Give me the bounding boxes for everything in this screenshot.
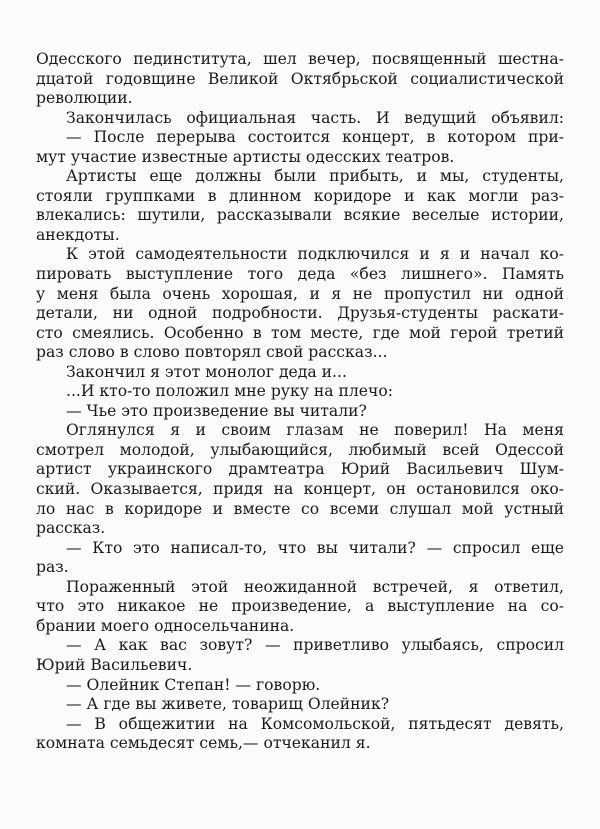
text-line: Пораженный этой неожиданной встречей, я ответил, — [66, 577, 564, 596]
text-line: — Кто это написал-то, что вы читали? — спросил еще — [66, 538, 564, 557]
text-line: что это никакое не произведение, а выступление на со- — [36, 597, 564, 616]
text-line: ский. Оказывается, придя на концерт, он остановился око- — [36, 480, 564, 499]
text-line: Одесского пединститута, шел вечер, посвященный шестна- — [36, 50, 564, 68]
text-line: смотрел молодой, улыбающийся, любимый всей Одессой — [36, 440, 564, 459]
text-line: — А как вас зовут? — приветливо улыбаясь, спросил — [66, 636, 564, 655]
text-line: — В общежитии на Комсомольской, пятьдесят девять, — [66, 714, 564, 733]
text-line: ло нас в коридоре и вместе со всеми слушал мой устный — [36, 499, 564, 518]
text-line: дцатой годовщине Великой Октябрьской социалистической — [36, 69, 564, 88]
text-line: детали, ни одной подробности. Друзья-студенты раскати- — [36, 304, 564, 323]
text-line: влекались: шутили, рассказывали всякие веселые истории, — [36, 206, 564, 225]
text-line: мут участие известные артисты одесских театров. — [36, 147, 455, 166]
text-line: — Олейник Степан! — говорю. — [66, 675, 321, 694]
text-line: — После перерыва состоится концерт, в котором при- — [66, 128, 564, 147]
text-line: комната семьдесят семь,— отчеканил я. — [36, 734, 371, 753]
text-line: раз слово в слово повторял свой рассказ... — [36, 343, 388, 362]
text-line: Оглянулся я и своим глазам не поверил! На меня — [66, 421, 564, 440]
text-line: у меня была очень хорошая, и я не пропустил ни одной — [36, 284, 564, 303]
text-line: ...И кто-то положил мне руку на плечо: — [66, 382, 393, 401]
text-line: артист украинского драмтеатра Юрий Васильевич Шум- — [36, 460, 564, 479]
text-line: Юрий Васильевич. — [36, 655, 193, 674]
text-line: Закончилась официальная часть. И ведущий объявил: — [66, 108, 564, 127]
body-text — [36, 50, 564, 754]
text-line: К этой самодеятельности подключился и я и начал ко- — [66, 245, 564, 264]
text-line: раз. — [36, 558, 69, 577]
text-line: Артисты еще должны были прибыть, и мы, студенты, — [66, 167, 564, 186]
text-line: — Чье это произведение вы читали? — [66, 401, 367, 420]
text-line: сто смеялись. Особенно в том месте, где мой герой третий — [36, 323, 564, 342]
text-line: рассказ. — [36, 519, 106, 538]
text-line: Закончил я этот монолог деда и... — [66, 362, 347, 381]
text-line: анекдоты. — [36, 225, 120, 244]
text-line: брании моего односельчанина. — [36, 616, 295, 635]
text-line: пировать выступление того деда «без лишнего». Память — [36, 265, 564, 284]
text-line: стояли группками в длинном коридоре и как могли раз- — [36, 186, 564, 205]
text-line: — А где вы живете, товарищ Олейник? — [66, 695, 390, 714]
text-line: революции. — [36, 89, 133, 108]
